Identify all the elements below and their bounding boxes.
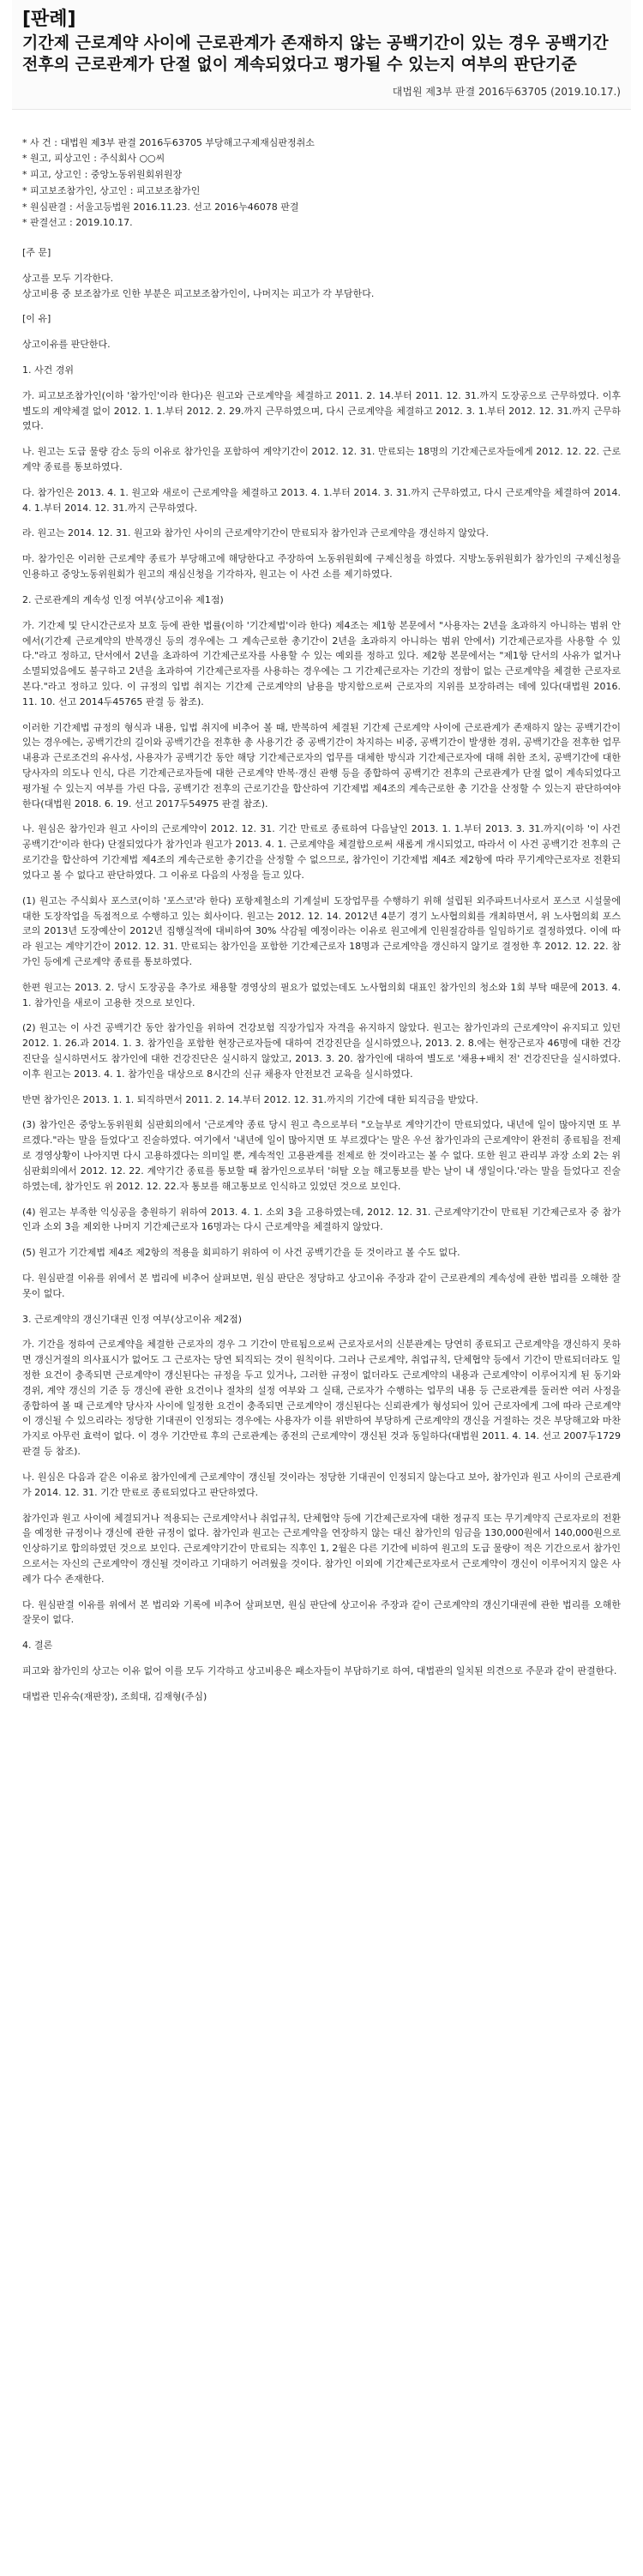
section-2-item-4: (4) 원고는 부족한 익싱공을 충원하기 위하여 2013. 4. 1. 소외 3을 고용하였는데, 2012. 12. 31. 근로계약기간이 만료된 기간제근로자 중 참가인과 소외 3을 제외한 나머지 기간제근로자 16명과는 다시 근로계약을 체결하지 않았다.	[22, 1206, 621, 1233]
section-1-para-b: 나. 원고는 도급 물량 감소 등의 이유로 참가인을 포함하여 계약기간이 2012. 12. 31. 만료되는 18명의 기간제근로자들에게 2012. 12. 22. 근로계약 종료를 통보하였다.	[22, 446, 621, 473]
doc-citation: 대법원 제3부 판결 2016두63705 (2019.10.17.)	[392, 85, 621, 98]
meta-plaintiff: * 원고, 피상고인 : 주식회사 ○○씨	[22, 153, 165, 165]
doc-title: 기간제 근로계약 사이에 근로관계가 존재하지 않는 공백기간이 있는 경우 공백기간 전후의 근로관계가 단절 없이 계속되었다고 평가될 수 있는지 여부의 판단기준	[22, 33, 609, 75]
section-3-para-a: 가. 기간을 정하여 근로계약을 체결한 근로자의 경우 그 기간이 만료됨으로써 근로자로서의 신분관계는 당연히 종료되고 근로계약을 갱신하지 못하면 갱신거절의 의사표시가 없어도 그 근로자는 당연 퇴직되는 것이 원칙이다. 그러나 근로계약, 취업규칙, 단체협약 등에서 기간이 만료되더라도 일정한 요건이 충족되면 근로계약이 갱신된다는 규정을 두고 있거나, 그러한 규정이 없더라도 근로계약의 내용과 근로계약이 이루어지게 된 동기와 경위, 계약 갱신의 기준 등 갱신에 관한 요건이나 절차의 설정 여부와 그 실태, 근로자가 수행하는 업무의 내용 등 근로관계를 둘러싼 여러 사정을 종합하여 볼 때 근로계약 당사자 사이에 일정한 요건이 충족되면 근로계약이 갱신된다는 신뢰관계가 형성되어 있어 근로자에게 그에 따라 근로계약이 갱신될 수 있으리라는 정당한 기대권이 인정되는 경우에는 사용자가 이를 위반하여 부당하게 근로계약의 갱신을 거절하는 것은 부당해고와 마찬가지로 아무런 효력이 없다. 이 경우 기간만료 후의 근로관계는 종전의 근로계약이 갱신된 것과 동일하다(대법원 2011. 4. 14. 선고 2007두1729 판결 등 참조).	[22, 1339, 621, 1458]
section-1-para-c: 다. 참가인은 2013. 4. 1. 원고와 새로이 근로계약을 체결하고 2013. 4. 1.부터 2014. 3. 31.까지 근무하였고, 다시 근로계약을 체결하여 2014. 4. 1.부터 2014. 12. 31.까지 근무하였다.	[22, 486, 621, 514]
section-3-heading: 3. 근로계약의 갱신기대권 인정 여부(상고이유 제2점)	[22, 1313, 243, 1325]
section-2-item-3: (3) 참가인은 중앙노동위원회 심판회의에서 '근로계약 종료 당시 원고 측으로부터 "오늘부로 계약기간이 만료되었다, 내년에 일이 많아지면 또 부르겠다."라는 말을 들었다'고 진술하였다. 여기에서 '내년에 일이 많아지면 또 부르겠다'는 말은 우선 참가인과의 근로계약이 완전히 종료됨을 전제로 경영상황이 나아지면 다시 고용하겠다는 의미일 뿐, 계속적인 고용관계를 전제로 한 것이라고는 볼 수 없다. 또한 원고 관리부 과장 소외 2는 위 심판회의에서 2012. 12. 22. 계약기간 종료를 통보할 때 참가인으로부터 '허탈 오늘 해고통보를 받는 날이 내 생일이다.'라는 말을 들었다고 진술하였는데, 참가인도 위 2012. 12. 22.자 통보를 해고통보로 인식하고 있었던 것으로 보인다.	[22, 1119, 621, 1192]
meta-defendant: * 피고, 상고인 : 중앙노동위원회위원장	[22, 169, 183, 181]
case-meta	[22, 135, 621, 232]
section-4-heading: 4. 결론	[22, 1640, 53, 1652]
section-2-para-a2: 이러한 기간제법 규정의 형식과 내용, 입법 취지에 비추어 볼 때, 반복하여 체결된 기간제 근로계약 사이에 근로관계가 존재하지 않는 공백기간이 있는 경우에는, 공백기간의 길이와 공백기간을 전후한 총 사용기간 중 공백기간이 차지하는 비중, 공백기간이 발생한 경위, 공백기간을 전후한 업무내용과 근로조건의 유사성, 사용자가 공백기간 동안 해당 기간제근로자의 업무를 대체한 방식과 기간제근로자에 대해 취한 조치, 공백기간에 대한 당사자의 의도나 인식, 다른 기간제근로자들에 대한 근로계약 반복·갱신 관행 등을 종합하여 공백기간 전후의 근로관계가 단절 없이 계속되었다고 평가될 수 있는지 여부를 가린 다음, 공백기간 전후의 근로기간을 합산하여 기간제법 제4조의 계속근로한 총 기간을 산정할 수 있는지 판단하여야 한다(대법원 2018. 6. 19. 선고 2017두54975 판결 참조).	[22, 721, 621, 810]
order-heading: [주 문]	[22, 246, 51, 258]
section-2-para-c: 다. 원심판결 이유를 위에서 본 법리에 비추어 살펴보면, 원심 판단은 정당하고 상고이유 주장과 같이 근로관계의 계속성에 관한 법리를 오해한 잘못이 없다.	[22, 1272, 621, 1299]
section-2-item-2b: 반면 참가인은 2013. 1. 1. 퇴직하면서 2011. 2. 14.부터 2012. 12. 31.까지의 기간에 대한 퇴직금을 받았다.	[22, 1093, 478, 1105]
meta-date: * 판결선고 : 2019.10.17.	[22, 217, 133, 229]
section-2-item-5: (5) 원고가 기간제법 제4조 제2항의 적용을 회피하기 위하여 이 사건 공백기간을 둔 것이라고 볼 수도 없다.	[22, 1247, 460, 1259]
meta-case: * 사 건 : 대법원 제3부 판결 2016두63705 부당해고구제재심판정취소	[22, 136, 315, 148]
reason-heading: [이 유]	[22, 313, 51, 325]
section-2-item-2: (2) 원고는 이 사건 공백기간 동안 참가인을 위하여 건강보험 직장가입자 자격을 유지하지 않았다. 원고는 참가인과의 근로계약이 유지되고 있던 2012. 1. 26.과 2014. 1. 3. 참가인을 포함한 현장근로자들에 대하여 건강진단을 실시하였으나, 2013. 2. 8.에는 현장근로자 46명에 대한 건강진단을 실시하면서도 참가인에 대한 건강진단은 실시하지 않았고, 2013. 3. 20. 참가인에 대하여 별도로 '채용+배치 전' 건강진단을 실시하였다. 이후 원고는 2013. 4. 1. 참가인을 대상으로 8시간의 신규 채용자 안전보건 교육을 실시하였다.	[22, 1022, 621, 1080]
meta-intervenor: * 피고보조참가인, 상고인 : 피고보조참가인	[22, 184, 201, 196]
reason-intro: 상고이유를 판단한다.	[22, 339, 111, 351]
section-2-item-1b: 한편 원고는 2013. 2. 당시 도장공을 추가로 채용할 경영상의 필요가 없었는데도 노사협의회 대표인 참가인의 청소와 1회 부탁 때문에 2013. 4. 1. 참가인을 새로이 고용한 것으로 보인다.	[22, 981, 621, 1008]
judges: 대법관 민유숙(재판장), 조희대, 김재형(주심)	[22, 1690, 207, 1702]
section-2-item-1: (1) 원고는 주식회사 포스코(이하 '포스코'라 한다) 포항제철소의 기계설비 도장업무를 수행하기 위해 설립된 외주파트너사로서 포스코 시설물에 대한 도장작업을 독점적으로 수행하고 있는 회사이다. 원고는 2012. 12. 14. 2012년 4분기 경기 노사협의회를 개최하면서, 위 노사협의회 포스코의 2013년 도장예산이 2012년 집행실적에 대비하여 30% 삭감될 예정이라는 이유로 원고에게 인원절감하를 일임하기로 결정하였다. 이에 따라 원고는 계약기간이 2012. 12. 31. 만료되는 참가인을 포함한 기간제근로자 18명과 근로계약을 갱신하지 않기로 결정한 후 2012. 12. 22. 참가인 등에게 근로계약 종료를 통보하였다.	[22, 894, 621, 967]
doc-tag: [판례]	[22, 9, 76, 30]
section-2-para-b: 나. 원심은 참가인과 원고 사이의 근로계약이 2012. 12. 31. 기간 만료로 종료하여 다음날인 2013. 1. 1.부터 2013. 3. 31.까지(이하 '이 사건 공백기간'이라 한다) 단절되었다가 참가인과 원고가 2013. 4. 1. 근로계약을 체결함으로써 새롭게 개시되었고, 따라서 이 사건 공백기간 전후의 근로기간을 합산하여 기간제법 제4조의 계속근로한 총기간을 산정할 수 없으므로, 참가인이 기간제법 제4조 제2항에 따라 무기계약근로자로 전환되었다고 볼 수 없다고 판단하였다. 그 이유로 다음의 사정을 들고 있다.	[22, 823, 621, 881]
section-1-heading: 1. 사건 경위	[22, 364, 74, 376]
section-3-para-b1: 참가인과 원고 사이에 체결되거나 적용되는 근로계약서나 취업규칙, 단체협약 등에 기간제근로자에 대한 정규직 또는 무기계약직 근로자로의 전환을 예정한 규정이나 갱신에 관한 규정이 없다. 참가인과 원고는 근로계약을 연장하지 않는 대신 참가인의 임금을 130,000원에서 140,000원으로 인상하기로 합의하였던 것으로 보인다. 근로계약기간이 만료되는 직후인 1, 2월은 다른 기간에 비하여 원고의 도급 물량이 적은 기간으로서 참가인으로서는 자신의 근로계약이 갱신될 것이라고 기대하기 어려웠을 것이다. 참가인 이외에 기간제근로자로서 근로계약이 갱신이 이루어지지 않은 사례가 다수 존재한다.	[22, 1512, 621, 1585]
section-2-para-a: 가. 기간제 및 단시간근로자 보호 등에 관한 법률(이하 '기간제법'이라 한다) 제4조는 제1항 본문에서 "사용자는 2년을 초과하지 아니하는 범위 안에서(기간제 근로계약의 반복갱신 등의 경우에는 그 계속근로한 총기간이 2년을 초과하지 아니하는 범위 안에서) 기간제근로자를 사용할 수 있다."라고 정하고, 단서에서 2년을 초과하여 기간제근로자를 사용할 수 있는 예외를 정하고 있다. 제2항 본문에서는 "제1항 단서의 사유가 없거나 소멸되었음에도 불구하고 2년을 초과하여 기간제근로자를 사용하는 경우에는 그 기간제근로자는 기간의 정함이 없는 근로계약을 체결한 근로자로 본다."라고 정하고 있다. 이 규정의 입법 취지는 기간제 근로계약의 남용을 방지함으로써 근로자의 지위를 보장하려는 데에 있다(대법원 2016. 11. 10. 선고 2014두45765 판결 등 참조).	[22, 619, 621, 707]
meta-lower-court: * 원심판결 : 서울고등법원 2016.11.23. 선고 2016누46078 판결	[22, 201, 299, 213]
document-body	[12, 110, 631, 1724]
order-body: 상고를 모두 기각한다. 상고비용 중 보조참가로 인한 부분은 피고보조참가인이, 나머지는 피고가 각 부담한다.	[22, 272, 375, 299]
section-1-para-d: 라. 원고는 2014. 12. 31. 원고와 참가인 사이의 근로계약기간이 만료되자 참가인과 근로계약을 갱신하지 않았다.	[22, 527, 489, 539]
section-4-para-a: 피고와 참가인의 상고는 이유 없어 이를 모두 기각하고 상고비용은 패소자들이 부담하기로 하여, 대법관의 일치된 의견으로 주문과 같이 판결한다.	[22, 1665, 617, 1677]
section-1-para-a: 가. 피고보조참가인(이하 '참가인'이라 한다)은 원고와 근로계약을 체결하고 2011. 2. 14.부터 2011. 12. 31.까지 도장공으로 근무하였다. 이후 별도의 계약체결 없이 2012. 1. 1.부터 2012. 2. 29.까지 근무하였으며, 다시 근로계약을 체결하고 2012. 3. 1.부터 2012. 12. 31.까지 근무하였다.	[22, 389, 621, 432]
section-1-para-e: 마. 참가인은 이러한 근로계약 종료가 부당해고에 해당한다고 주장하여 노동위원회에 구제신청을 하였다. 지방노동위원회가 참가인의 구제신청을 인용하고 중앙노동위원회가 원고의 재심신청을 기각하자, 원고는 이 사건 소를 제기하였다.	[22, 553, 621, 581]
section-3-para-c: 다. 원심판결 이유를 위에서 본 법리와 기록에 비추어 살펴보면, 원심 판단에 상고이유 주장과 같이 근로계약의 갱신기대권에 관한 법리를 오해한 잘못이 없다.	[22, 1598, 621, 1626]
section-3-para-b: 나. 원심은 다음과 같은 이유로 참가인에게 근로계약이 갱신될 것이라는 정당한 기대권이 인정되지 않는다고 보아, 참가인과 원고 사이의 근로관계가 2014. 12. 31. 기간 만료로 종료되었다고 판단하였다.	[22, 1471, 621, 1498]
section-2-heading: 2. 근로관계의 계속성 인정 여부(상고이유 제1점)	[22, 593, 224, 605]
document-header	[12, 0, 631, 110]
